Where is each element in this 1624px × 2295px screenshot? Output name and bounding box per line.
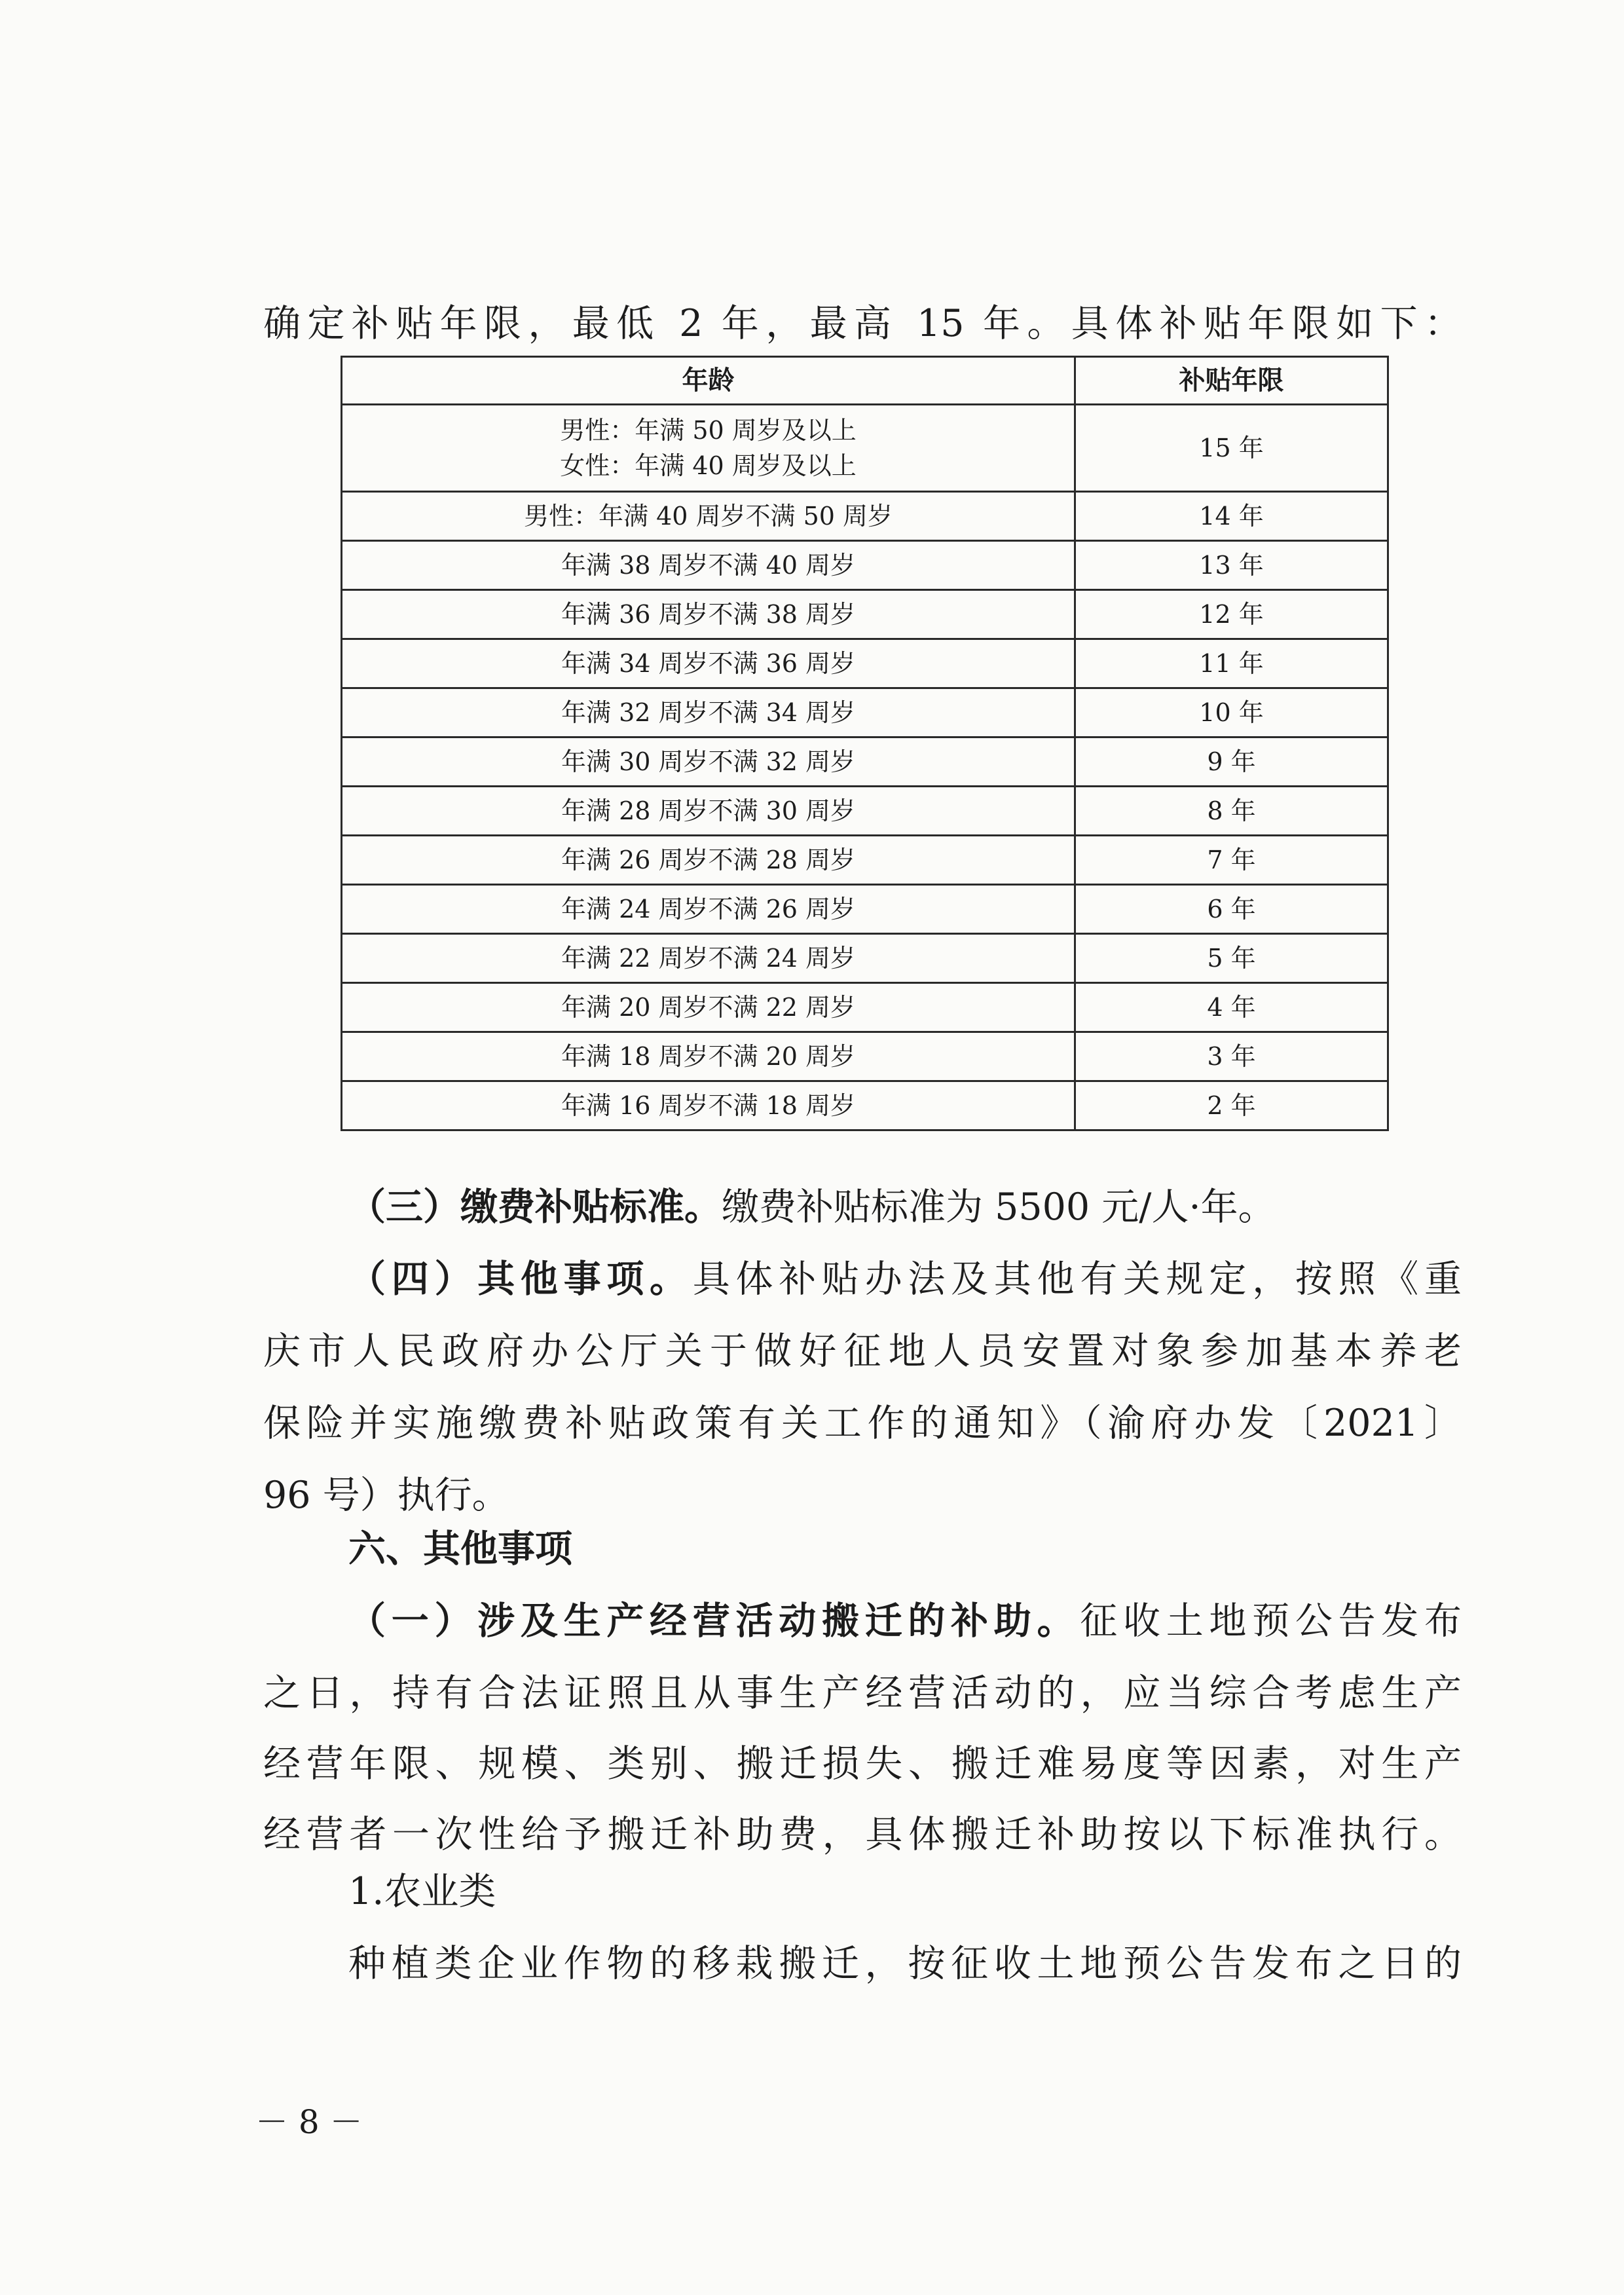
table-row [342,1081,1388,1130]
section3-paragraph [348,1182,1462,1232]
table-row [342,541,1388,590]
section3-text: 缴费补贴标准为 5500 元/人·年。 [722,1185,1276,1229]
intro-line: 确定补贴年限，最低 2 年，最高 15 年。具体补贴年限如下： [263,302,1462,345]
age-cell: 年满 18 周岁不满 20 周岁 [342,1032,1075,1081]
part6-sub1-line-4: 经营者一次性给予搬迁补助费，具体搬迁补助按以下标准执行。 [263,1813,1462,1856]
table-row [342,934,1388,983]
age-cell: 年满 30 周岁不满 32 周岁 [342,737,1075,787]
table-row [342,1032,1388,1081]
item1-heading: 1.农业类 [348,1870,496,1913]
section4-line1-text: 具体补贴办法及其他有关规定，按照《重 [692,1258,1462,1301]
table-row [342,639,1388,688]
years-cell: 4 年 [1075,983,1388,1032]
part6-sub1-line-1 [348,1596,1462,1646]
section4-line-2: 庆市人民政府办公厅关于做好征地人员安置对象参加基本养老 [263,1330,1462,1373]
years-cell: 11 年 [1075,639,1388,688]
table-row [342,737,1388,787]
section4-line-4: 96 号）执行。 [263,1474,509,1517]
page-number: － 8 － [255,2103,363,2141]
table-row [342,688,1388,737]
years-cell: 15 年 [1075,405,1388,492]
years-cell: 2 年 [1075,1081,1388,1130]
age-line-female: 女性：年满 40 周岁及以上 [560,451,857,480]
age-line-male: 男性：年满 50 周岁及以上 [560,416,857,445]
part6-sub1-heading: （一）涉及生产经营活动搬迁的补助。 [348,1599,1080,1643]
age-cell: 年满 24 周岁不满 26 周岁 [342,885,1075,934]
table-row [342,836,1388,885]
table-row [342,590,1388,639]
table-row [342,885,1388,934]
years-cell: 12 年 [1075,590,1388,639]
part6-sub1-line-2: 之日，持有合法证照且从事生产经营活动的，应当综合考虑生产 [263,1671,1462,1715]
section4-line-3: 保险并实施缴费补贴政策有关工作的通知》（渝府办发〔2021〕 [263,1402,1462,1445]
age-cell: 年满 20 周岁不满 22 周岁 [342,983,1075,1032]
part6-sub1-line1-text: 征收土地预公告发布 [1080,1599,1462,1643]
age-cell: 男性：年满 40 周岁不满 50 周岁 [342,492,1075,541]
years-cell: 9 年 [1075,737,1388,787]
years-cell: 3 年 [1075,1032,1388,1081]
age-cell: 年满 16 周岁不满 18 周岁 [342,1081,1075,1130]
age-cell: 年满 38 周岁不满 40 周岁 [342,541,1075,590]
age-cell: 年满 32 周岁不满 34 周岁 [342,688,1075,737]
part6-heading: 六、其他事项 [348,1527,572,1571]
age-cell: 年满 34 周岁不满 36 周岁 [342,639,1075,688]
table-row [342,405,1388,492]
years-cell: 6 年 [1075,885,1388,934]
table-header-row [342,357,1388,405]
years-cell: 5 年 [1075,934,1388,983]
section4-heading: （四）其他事项。 [348,1257,693,1301]
part6-sub1-line-3: 经营年限、规模、类别、搬迁损失、搬迁难易度等因素，对生产 [263,1742,1462,1785]
header-age: 年龄 [342,357,1075,405]
subsidy-years-table [341,356,1389,1131]
age-cell: 年满 28 周岁不满 30 周岁 [342,787,1075,836]
age-cell: 年满 26 周岁不满 28 周岁 [342,836,1075,885]
item1-text: 种植类企业作物的移栽搬迁，按征收土地预公告发布之日的 [348,1942,1462,1985]
table-row [342,492,1388,541]
age-cell: 年满 22 周岁不满 24 周岁 [342,934,1075,983]
years-cell: 10 年 [1075,688,1388,737]
age-cell: 年满 36 周岁不满 38 周岁 [342,590,1075,639]
years-cell: 14 年 [1075,492,1388,541]
table-row [342,787,1388,836]
header-years: 补贴年限 [1075,357,1388,405]
section4-line-1 [348,1254,1462,1304]
table-row [342,983,1388,1032]
age-cell [342,405,1075,492]
years-cell: 7 年 [1075,836,1388,885]
years-cell: 8 年 [1075,787,1388,836]
section3-heading: （三）缴费补贴标准。 [348,1185,722,1229]
years-cell: 13 年 [1075,541,1388,590]
